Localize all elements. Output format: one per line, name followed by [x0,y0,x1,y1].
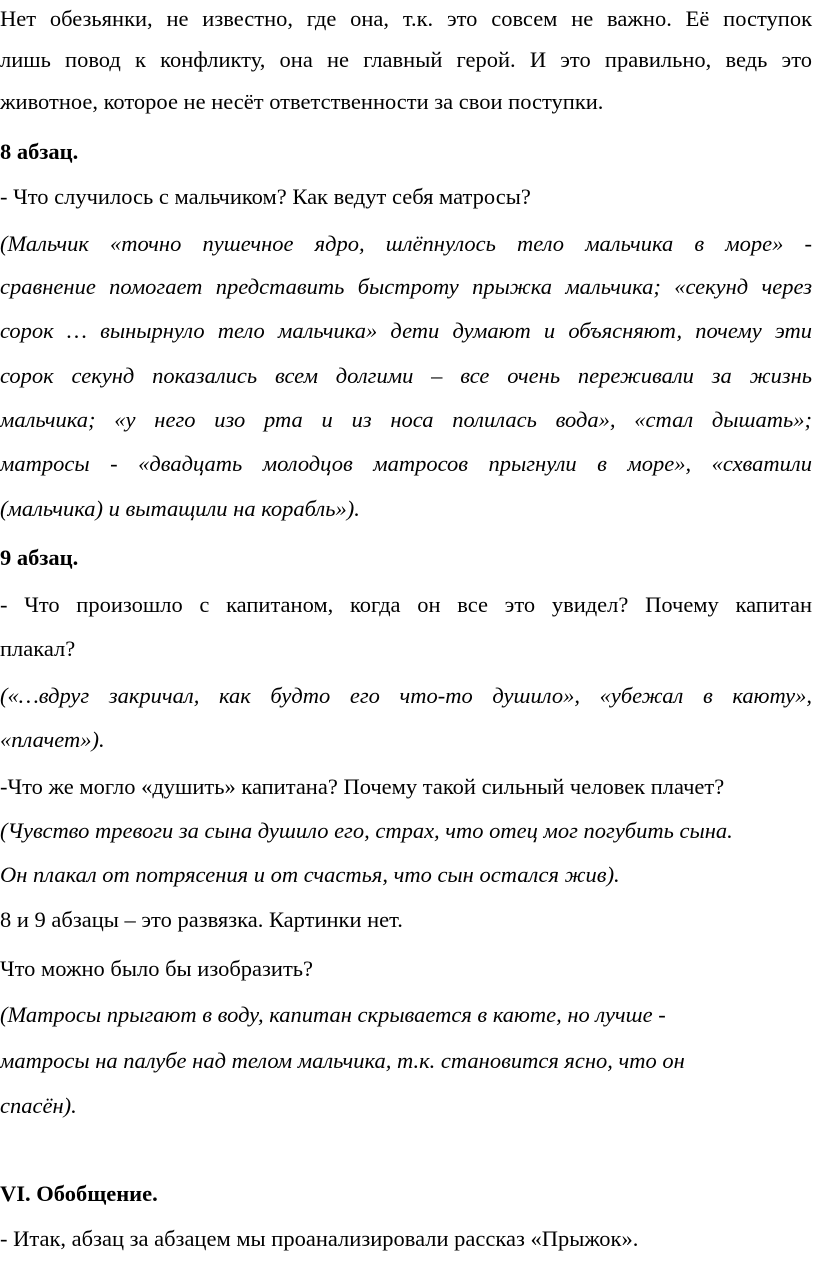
question-line: Что можно было бы изобразить? [0,956,314,981]
answer-line: матросы на палубе над телом мальчика, т.к. становится ясно, что он [0,1048,685,1073]
section-heading: 9 абзац. [0,545,79,570]
question-line: - Что произошло с капитаном, когда он все это увидел? Почему капитан [0,592,812,617]
answer-line: (мальчика) и вытащили на корабль»). [0,496,360,521]
answer-line: матросы - «двадцать молодцов матросов прыгнули в море», «схватили [0,451,812,476]
answer-line: (Мальчик «точно пушечное ядро, шлёпнулось тело мальчика в море» - [0,231,812,256]
paragraph-line: 8 и 9 абзацы – это развязка. Картинки нет. [0,907,403,932]
section-heading: 8 абзац. [0,139,79,164]
answer-line: сравнение помогает представить быстроту прыжка мальчика; «секунд через [0,274,812,299]
answer-line: спасён). [0,1093,77,1118]
answer-line: сорок секунд показались всем долгими – все очень переживали за жизнь [0,363,812,388]
question-line: -Что же могло «душить» капитана? Почему такой сильный человек плачет? [0,774,725,799]
answer-line: («…вдруг закричал, как будто его что-то душило», «убежал в каюту», [0,683,812,708]
answer-line: (Матросы прыгают в воду, капитан скрывается в каюте, но лучше - [0,1002,666,1027]
section-heading: VI. Обобщение. [0,1181,158,1206]
answer-line: Он плакал от потрясения и от счастья, что сын остался жив). [0,862,620,887]
answer-line: (Чувство тревоги за сына душило его, страх, что отец мог погубить сына. [0,818,733,843]
question-line: плакал? [0,636,76,661]
paragraph-line: - Итак, абзац за абзацем мы проанализировали рассказ «Прыжок». [0,1226,639,1251]
question-line: - Что случилось с мальчиком? Как ведут себя матросы? [0,184,531,209]
paragraph-line: животное, которое не несёт ответственности за свои поступки. [0,89,604,114]
paragraph-line: лишь повод к конфликту, она не главный герой. И это правильно, ведь это [0,47,812,72]
answer-line: «плачет»). [0,727,105,752]
answer-line: сорок … вынырнуло тело мальчика» дети думают и объясняют, почему эти [0,318,812,343]
answer-line: мальчика; «у него изо рта и из носа полилась вода», «стал дышать»; [0,407,812,432]
paragraph-line: Нет обезьянки, не известно, где она, т.к. это совсем не важно. Её поступок [0,6,812,31]
